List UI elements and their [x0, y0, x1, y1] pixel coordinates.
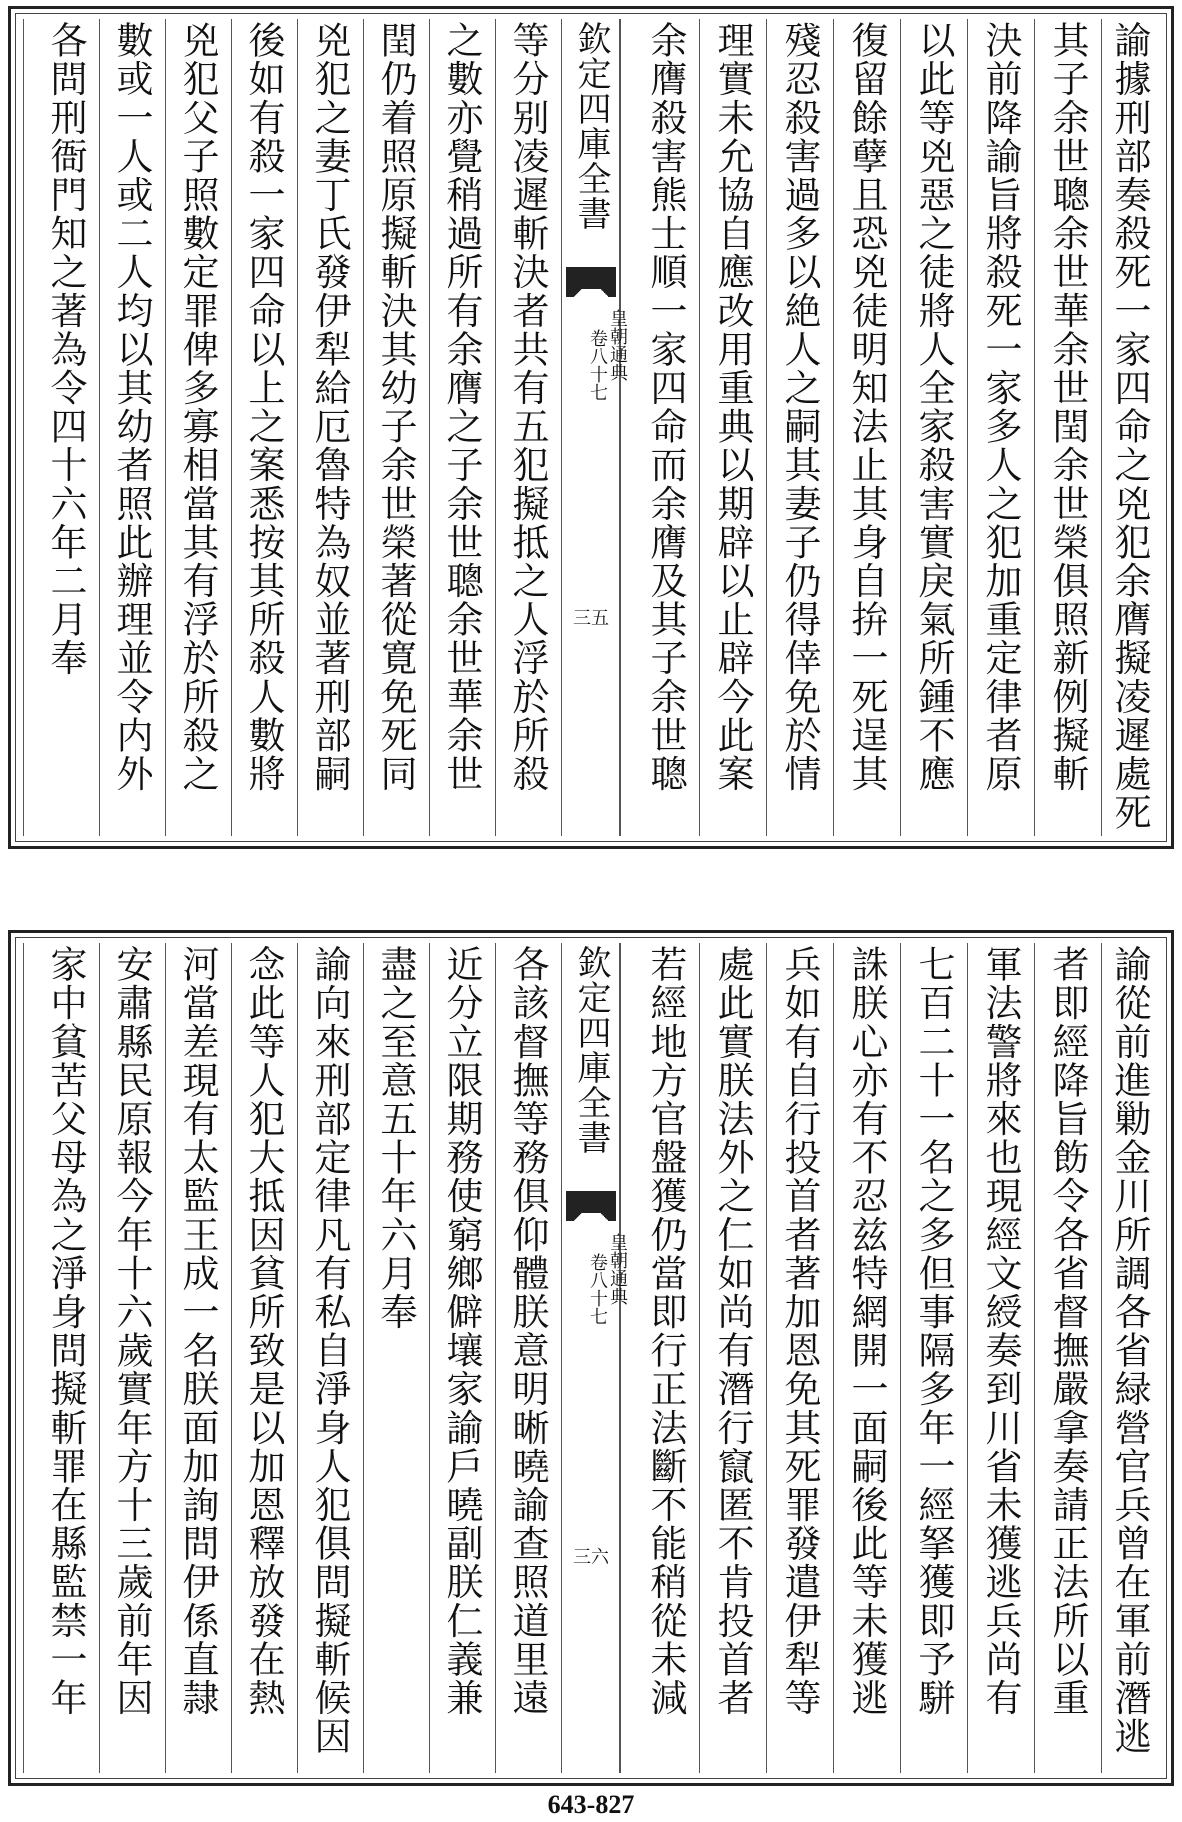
text-column: 七百二十一名之多但事隔多年一經拏獲即予駢	[900, 943, 968, 1773]
text-column: 之數亦覺稍過所有余膺之子余世聰余世華余世	[429, 19, 496, 836]
text-column: 其子余世聰余世華余世閏余世榮俱照新例擬斬	[1034, 19, 1102, 836]
leaf-number: 三五	[573, 608, 609, 629]
text-column: 處此實朕法外之仁如尚有潛行竄匿不肯投首者	[699, 943, 767, 1773]
bottom-page-frame	[8, 930, 1174, 1786]
text-column: 殘忍殺害過多以絶人之嗣其妻子仍得倖免於情	[766, 19, 834, 836]
text-column: 諭從前進勦金川所調各省緑營官兵曾在軍前潛逃	[1101, 943, 1164, 1773]
center-fold	[561, 943, 628, 1773]
volume-title: 皇朝通典	[607, 309, 628, 381]
fishtail-ornament	[566, 1191, 616, 1213]
text-column: 諭向來刑部定律凡有私自淨身人犯俱問擬斬候因	[297, 943, 364, 1773]
text-column: 閏仍着照原擬斬決其幼子余世榮著從寛免死同	[363, 19, 430, 836]
volume-title: 皇朝通典	[607, 1233, 628, 1305]
text-column: 數或一人或二人均以其幼者照此辦理並令内外	[99, 19, 166, 836]
text-column: 等分别凌遲斬決者共有五犯擬抵之人浮於所殺	[495, 19, 562, 836]
volume-chapter: 卷八十七	[587, 1253, 608, 1325]
fishtail-ornament	[566, 267, 616, 289]
text-column: 安肅縣民原報今年十六歲實年方十三歲前年因	[99, 943, 166, 1773]
text-column: 者即經降旨飭令各省督撫嚴拿奏請正法所以重	[1034, 943, 1102, 1773]
leaf-number: 三六	[573, 1547, 609, 1568]
volume-chapter: 卷八十七	[587, 329, 608, 401]
text-column: 兇犯之妻丁氏發伊犁給厄魯特為奴並著刑部嗣	[297, 19, 364, 836]
text-column: 復留餘孽且恐兇徒明知法止其身自拚一死逞其	[833, 19, 901, 836]
center-fold	[561, 19, 628, 836]
book-title: 欽定四庫全書	[571, 21, 611, 231]
text-column: 余膺殺害熊士順一家四命而余膺及其子余世聰	[619, 19, 700, 836]
text-column: 近分立限期務使窮鄉僻壤家諭戶曉副朕仁義兼	[429, 943, 496, 1773]
text-column: 理實未允協自應改用重典以期辟以止辟今此案	[699, 19, 767, 836]
text-column: 盡之至意五十年六月奉	[363, 943, 430, 1773]
text-column: 家中貧苦父母為之淨身問擬斬罪在縣監禁一年	[23, 943, 100, 1773]
text-column: 念此等人犯大抵因貧所致是以加恩釋放發在熱	[231, 943, 298, 1773]
text-column: 後如有殺一家四命以上之案悉按其所殺人數將	[231, 19, 298, 836]
top-page-frame	[8, 6, 1174, 849]
text-column: 兵如有自行投首者著加恩免其死罪發遣伊犁等	[766, 943, 834, 1773]
text-column: 諭據刑部奏殺死一家四命之兇犯余膺擬凌遲處死	[1101, 19, 1164, 836]
text-column: 誅朕心亦有不忍兹特網開一面嗣後此等未獲逃	[833, 943, 901, 1773]
text-column: 以此等兇惡之徒將人全家殺害實戾氣所鍾不應	[900, 19, 968, 836]
text-column: 決前降諭旨將殺死一家多人之犯加重定律者原	[967, 19, 1035, 836]
page-number: 643-827	[547, 1790, 635, 1819]
text-column: 各問刑衙門知之著為令四十六年二月奉	[23, 19, 100, 836]
text-column: 河當差現有太監王成一名朕面加詢問伊係直隷	[165, 943, 232, 1773]
text-column: 軍法警將來也現經文綬奏到川省未獲逃兵尚有	[967, 943, 1035, 1773]
text-column: 若經地方官盤獲仍當即行正法斷不能稍從未減	[619, 943, 700, 1773]
book-title: 欽定四庫全書	[571, 945, 611, 1155]
text-column: 各該督撫等務俱仰體朕意明晰曉諭查照道里遠	[495, 943, 562, 1773]
text-column: 兇犯父子照數定罪俾多寡相當其有浮於所殺之	[165, 19, 232, 836]
